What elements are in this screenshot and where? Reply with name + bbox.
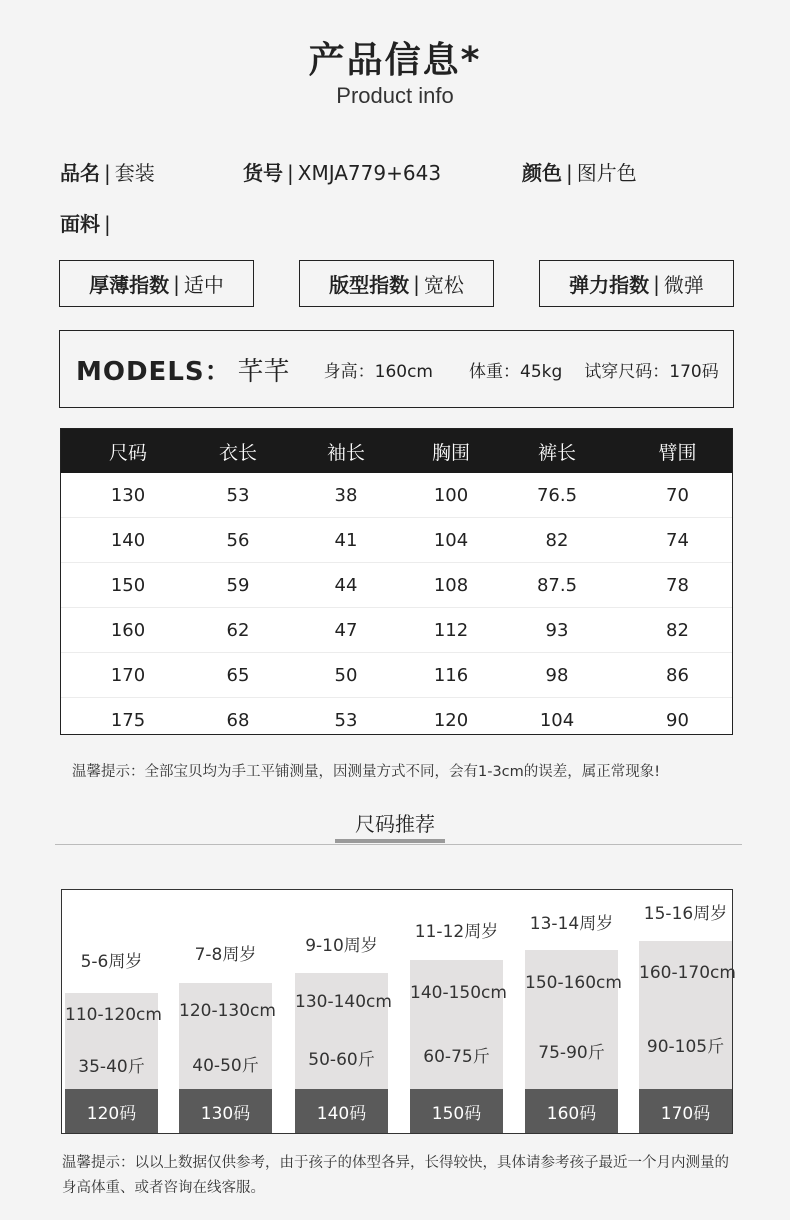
table-cell: 70 bbox=[666, 484, 689, 506]
size-table-header bbox=[61, 429, 732, 473]
header-cell: 衣长 bbox=[218, 441, 257, 464]
age-label: 15-16周岁 bbox=[643, 904, 728, 924]
table-cell: 100 bbox=[433, 484, 469, 506]
table-cell: 87.5 bbox=[536, 574, 578, 596]
recommend-column bbox=[179, 890, 276, 1133]
table-cell: 130 bbox=[110, 484, 146, 506]
table-cell: 62 bbox=[226, 619, 250, 641]
measurement-tip: 温馨提示：全部宝贝均为手工平铺测量，因测量方式不同，会有1-3cm的误差，属正常现象! bbox=[72, 764, 661, 780]
page-title: 产品信息* bbox=[308, 40, 482, 81]
model-weight: 体重：45kg bbox=[469, 361, 563, 382]
table-cell: 98 bbox=[545, 664, 569, 686]
table-cell: 150 bbox=[110, 574, 146, 596]
table-cell: 68 bbox=[226, 709, 250, 731]
info-color-value: 图片色 bbox=[576, 161, 637, 185]
model-label: MODELS： bbox=[76, 356, 232, 387]
info-code-label: 货号 bbox=[243, 161, 283, 185]
model-info bbox=[59, 330, 734, 408]
table-cell: 112 bbox=[433, 619, 469, 641]
recommend-column bbox=[525, 890, 622, 1133]
elasticity-index-label: 弹力指数 bbox=[569, 273, 650, 297]
fit-index-label: 版型指数 bbox=[329, 273, 410, 297]
info-fabric-label: 面料 bbox=[60, 212, 100, 236]
table-cell: 116 bbox=[433, 664, 469, 686]
info-color: 颜色 | 图片色 bbox=[522, 161, 637, 185]
table-cell: 56 bbox=[226, 529, 250, 551]
height-range: 110-120cm bbox=[65, 1005, 162, 1025]
table-row bbox=[61, 473, 732, 517]
weight-range: 35-40斤 bbox=[78, 1057, 145, 1077]
table-cell: 53 bbox=[226, 484, 250, 506]
height-weight-block bbox=[525, 950, 622, 1089]
size-table-body bbox=[61, 473, 732, 742]
info-name: 品名 | 套装 bbox=[60, 161, 155, 185]
info-fabric: 面料 | bbox=[60, 212, 111, 236]
age-label: 9-10周岁 bbox=[305, 936, 378, 956]
header-cell: 裤长 bbox=[537, 441, 576, 464]
thickness-index-value: 适中 bbox=[183, 273, 224, 297]
table-cell: 108 bbox=[433, 574, 469, 596]
table-cell: 65 bbox=[226, 664, 250, 686]
size-label: 170码 bbox=[639, 1089, 732, 1133]
table-cell: 82 bbox=[666, 619, 689, 641]
size-table bbox=[60, 428, 733, 735]
size-label: 140码 bbox=[295, 1089, 388, 1133]
table-cell: 82 bbox=[545, 529, 569, 551]
weight-range: 50-60斤 bbox=[308, 1050, 375, 1070]
table-cell: 140 bbox=[110, 529, 146, 551]
elasticity-index-value: 微弹 bbox=[663, 273, 704, 297]
info-color-label: 颜色 bbox=[522, 161, 562, 185]
header-cell: 胸围 bbox=[431, 441, 470, 464]
table-cell: 86 bbox=[666, 664, 689, 686]
table-row bbox=[61, 607, 732, 652]
table-cell: 120 bbox=[433, 709, 469, 731]
recommend-title: 尺码推荐 bbox=[355, 812, 435, 836]
fit-index-value: 宽松 bbox=[423, 273, 464, 297]
recommend-column bbox=[639, 890, 736, 1133]
reference-tip: 温馨提示：以以上数据仅供参考，由于孩子的体型各异，长得较快，具体请参考孩子最近一个月内测量的身高体重、或者咨询在线客服。 bbox=[62, 1155, 729, 1196]
table-cell: 104 bbox=[433, 529, 469, 551]
info-name-value: 套装 bbox=[114, 161, 155, 185]
table-cell: 59 bbox=[226, 574, 250, 596]
recommend-column bbox=[65, 890, 162, 1133]
weight-range: 75-90斤 bbox=[538, 1043, 605, 1063]
size-label: 160码 bbox=[525, 1089, 618, 1133]
model-height: 身高：160cm bbox=[323, 361, 433, 382]
table-cell: 76.5 bbox=[536, 484, 578, 506]
age-label: 5-6周岁 bbox=[80, 952, 143, 972]
height-range: 150-160cm bbox=[525, 973, 622, 993]
info-name-label: 品名 bbox=[60, 161, 100, 185]
table-cell: 74 bbox=[666, 529, 689, 551]
age-label: 7-8周岁 bbox=[194, 945, 257, 965]
recommend-column bbox=[410, 890, 507, 1133]
age-label: 11-12周岁 bbox=[414, 922, 499, 942]
table-row bbox=[61, 517, 732, 562]
page-subtitle: Product info bbox=[336, 83, 454, 108]
table-cell: 38 bbox=[334, 484, 358, 506]
size-recommend-chart bbox=[61, 889, 736, 1134]
size-label: 130码 bbox=[179, 1089, 272, 1133]
height-weight-block bbox=[410, 960, 507, 1089]
table-cell: 53 bbox=[334, 709, 358, 731]
fit-index: 版型指数 | 宽松 bbox=[299, 260, 494, 307]
table-cell: 170 bbox=[110, 664, 146, 686]
info-code: 货号 | XMJA779+643 bbox=[243, 161, 442, 185]
table-row bbox=[61, 562, 732, 607]
model-name: 芊芊 bbox=[237, 356, 290, 387]
elasticity-index: 弹力指数 | 微弹 bbox=[539, 260, 734, 307]
table-cell: 47 bbox=[334, 619, 358, 641]
height-weight-block bbox=[295, 973, 392, 1089]
weight-range: 40-50斤 bbox=[192, 1056, 259, 1076]
table-cell: 50 bbox=[334, 664, 358, 686]
thickness-index: 厚薄指数 | 适中 bbox=[59, 260, 254, 307]
height-range: 130-140cm bbox=[295, 992, 392, 1012]
thickness-index-label: 厚薄指数 bbox=[89, 273, 170, 297]
weight-range: 60-75斤 bbox=[423, 1047, 490, 1067]
table-row bbox=[61, 697, 732, 742]
header-cell: 臂围 bbox=[658, 441, 697, 464]
table-cell: 90 bbox=[666, 709, 689, 731]
recommend-title-underline bbox=[335, 839, 445, 843]
table-row bbox=[61, 652, 732, 697]
table-cell: 41 bbox=[334, 529, 358, 551]
height-range: 140-150cm bbox=[410, 983, 507, 1003]
age-label: 13-14周岁 bbox=[529, 914, 614, 934]
table-cell: 175 bbox=[110, 709, 146, 731]
table-cell: 93 bbox=[545, 619, 569, 641]
divider bbox=[55, 844, 742, 845]
info-code-value: XMJA779+643 bbox=[297, 161, 442, 185]
header-cell: 尺码 bbox=[108, 441, 147, 464]
size-label: 150码 bbox=[410, 1089, 503, 1133]
height-range: 160-170cm bbox=[639, 963, 736, 983]
table-cell: 78 bbox=[666, 574, 689, 596]
height-range: 120-130cm bbox=[179, 1001, 276, 1021]
table-cell: 160 bbox=[110, 619, 146, 641]
recommend-column bbox=[295, 890, 392, 1133]
model-size: 试穿尺码：170码 bbox=[584, 361, 719, 382]
weight-range: 90-105斤 bbox=[646, 1037, 725, 1057]
table-cell: 104 bbox=[539, 709, 575, 731]
size-label: 120码 bbox=[65, 1089, 158, 1133]
header-cell: 袖长 bbox=[326, 441, 365, 464]
table-cell: 44 bbox=[334, 574, 358, 596]
